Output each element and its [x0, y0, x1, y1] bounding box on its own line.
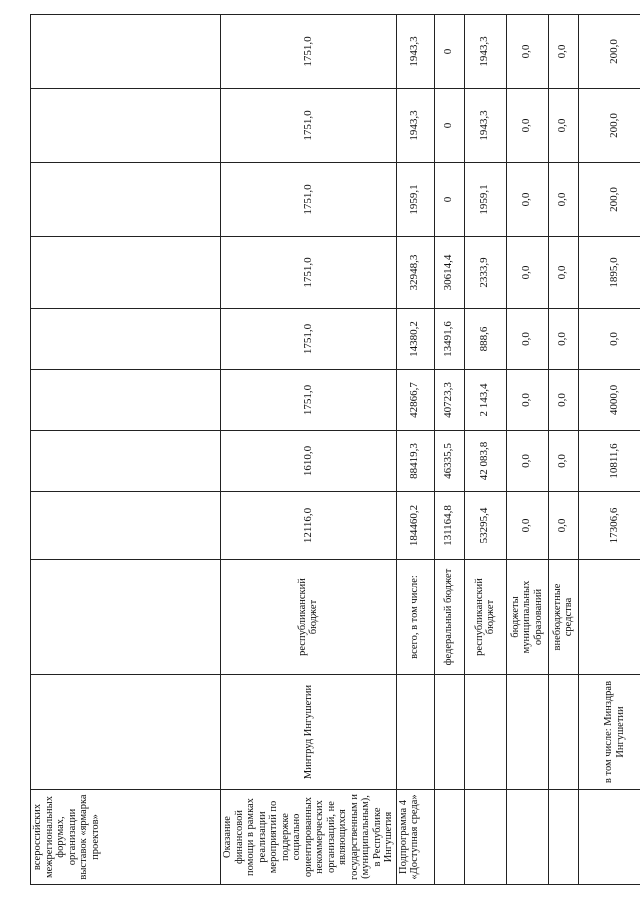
- row-value-cell: [31, 15, 221, 89]
- row-value-cell: 0,0: [548, 89, 578, 163]
- row-description-cell: всероссийских межрегиональных форумах, организации выставок «ярмарка проектов»: [31, 790, 221, 885]
- row-value-cell: [31, 309, 221, 370]
- row-source-cell: республиканский бюджет: [221, 560, 397, 675]
- row-value-cell: 0,0: [506, 309, 548, 370]
- row-value-cell: [31, 237, 221, 309]
- row-value-cell: 0,0: [548, 309, 578, 370]
- row-value-cell: 1895,0: [578, 237, 640, 309]
- row-value-cell: 1751,0: [221, 15, 397, 89]
- row-value-cell: [31, 431, 221, 492]
- row-value-cell: 200,0: [578, 89, 640, 163]
- row-description-cell: [464, 790, 506, 885]
- row-responsible-cell: [396, 675, 434, 790]
- row-responsible-cell: в том числе: Минздрав Ингушетии: [578, 675, 640, 790]
- row-value-cell: 30614,4: [434, 237, 464, 309]
- row-value-cell: 0,0: [506, 89, 548, 163]
- row-value-cell: 2333,9: [464, 237, 506, 309]
- row-responsible-cell: [548, 675, 578, 790]
- row-value-cell: 184460,2: [396, 492, 434, 560]
- row-value-cell: [31, 163, 221, 237]
- row-value-cell: 0,0: [506, 431, 548, 492]
- row-source-cell: бюджеты муниципальных образований: [506, 560, 548, 675]
- row-value-cell: 0: [434, 89, 464, 163]
- row-value-cell: 1610,0: [221, 431, 397, 492]
- row-description-cell: [506, 790, 548, 885]
- table-row: [464, 15, 506, 885]
- row-value-cell: 0: [434, 163, 464, 237]
- row-value-cell: 0,0: [548, 431, 578, 492]
- row-value-cell: 1751,0: [221, 237, 397, 309]
- row-value-cell: 131164,8: [434, 492, 464, 560]
- row-value-cell: 1751,0: [221, 163, 397, 237]
- row-source-cell: [31, 560, 221, 675]
- table-row: [578, 15, 640, 885]
- row-value-cell: 46335,5: [434, 431, 464, 492]
- row-value-cell: 1943,3: [464, 15, 506, 89]
- row-source-cell: [578, 560, 640, 675]
- row-description-cell: Оказание финансовой помощи в рамках реализации мероприятий по поддержке социально ориентированных некоммерческих организаций, не являющихся государственным и (муниципальным), в Республике Ингушетия: [221, 790, 397, 885]
- row-value-cell: 12116,0: [221, 492, 397, 560]
- row-value-cell: 1751,0: [221, 370, 397, 431]
- row-value-cell: 40723,3: [434, 370, 464, 431]
- row-value-cell: 0,0: [506, 163, 548, 237]
- row-value-cell: 42866,7: [396, 370, 434, 431]
- row-responsible-cell: [434, 675, 464, 790]
- row-value-cell: 1959,1: [464, 163, 506, 237]
- row-source-cell: федеральный бюджет: [434, 560, 464, 675]
- row-value-cell: 200,0: [578, 163, 640, 237]
- row-value-cell: 0: [434, 15, 464, 89]
- row-value-cell: [31, 89, 221, 163]
- row-value-cell: 13491,6: [434, 309, 464, 370]
- row-responsible-cell: [31, 675, 221, 790]
- row-value-cell: 200,0: [578, 15, 640, 89]
- row-value-cell: 0,0: [578, 309, 640, 370]
- rotated-page: [30, 15, 626, 885]
- row-value-cell: 1943,3: [396, 15, 434, 89]
- row-value-cell: [31, 492, 221, 560]
- row-value-cell: 17306,6: [578, 492, 640, 560]
- table-row: [506, 15, 548, 885]
- table-row: [548, 15, 578, 885]
- row-description-cell: [578, 790, 640, 885]
- row-responsible-cell: [464, 675, 506, 790]
- row-value-cell: 0,0: [506, 370, 548, 431]
- budget-table: [30, 14, 640, 885]
- row-description-cell: [548, 790, 578, 885]
- row-value-cell: 1751,0: [221, 89, 397, 163]
- table-row: [221, 15, 397, 885]
- row-value-cell: [31, 370, 221, 431]
- row-value-cell: 888,6: [464, 309, 506, 370]
- row-value-cell: 0,0: [548, 15, 578, 89]
- row-value-cell: 32948,3: [396, 237, 434, 309]
- row-value-cell: 0,0: [548, 163, 578, 237]
- row-value-cell: 1959,1: [396, 163, 434, 237]
- row-source-cell: всего, в том числе:: [396, 560, 434, 675]
- row-value-cell: 2 143,4: [464, 370, 506, 431]
- table-row: [434, 15, 464, 885]
- row-value-cell: 0,0: [506, 492, 548, 560]
- row-value-cell: 1943,3: [396, 89, 434, 163]
- row-value-cell: 0,0: [548, 492, 578, 560]
- row-value-cell: 88419,3: [396, 431, 434, 492]
- row-value-cell: 0,0: [548, 370, 578, 431]
- row-description-cell: [434, 790, 464, 885]
- row-value-cell: 14380,2: [396, 309, 434, 370]
- row-responsible-cell: Минтруд Ингушетии: [221, 675, 397, 790]
- table-row: [396, 15, 434, 885]
- row-value-cell: 53295,4: [464, 492, 506, 560]
- row-value-cell: 4000,0: [578, 370, 640, 431]
- table-row: [31, 15, 221, 885]
- row-value-cell: 0,0: [506, 237, 548, 309]
- row-value-cell: 42 083,8: [464, 431, 506, 492]
- row-value-cell: 0,0: [506, 15, 548, 89]
- row-source-cell: внебюджетные средства: [548, 560, 578, 675]
- row-responsible-cell: [506, 675, 548, 790]
- row-value-cell: 1751,0: [221, 309, 397, 370]
- row-source-cell: республиканский бюджет: [464, 560, 506, 675]
- row-value-cell: 0,0: [548, 237, 578, 309]
- row-description-cell: Подпрограмма 4 «Доступная среда»: [396, 790, 434, 885]
- row-value-cell: 1943,3: [464, 89, 506, 163]
- row-value-cell: 10811,6: [578, 431, 640, 492]
